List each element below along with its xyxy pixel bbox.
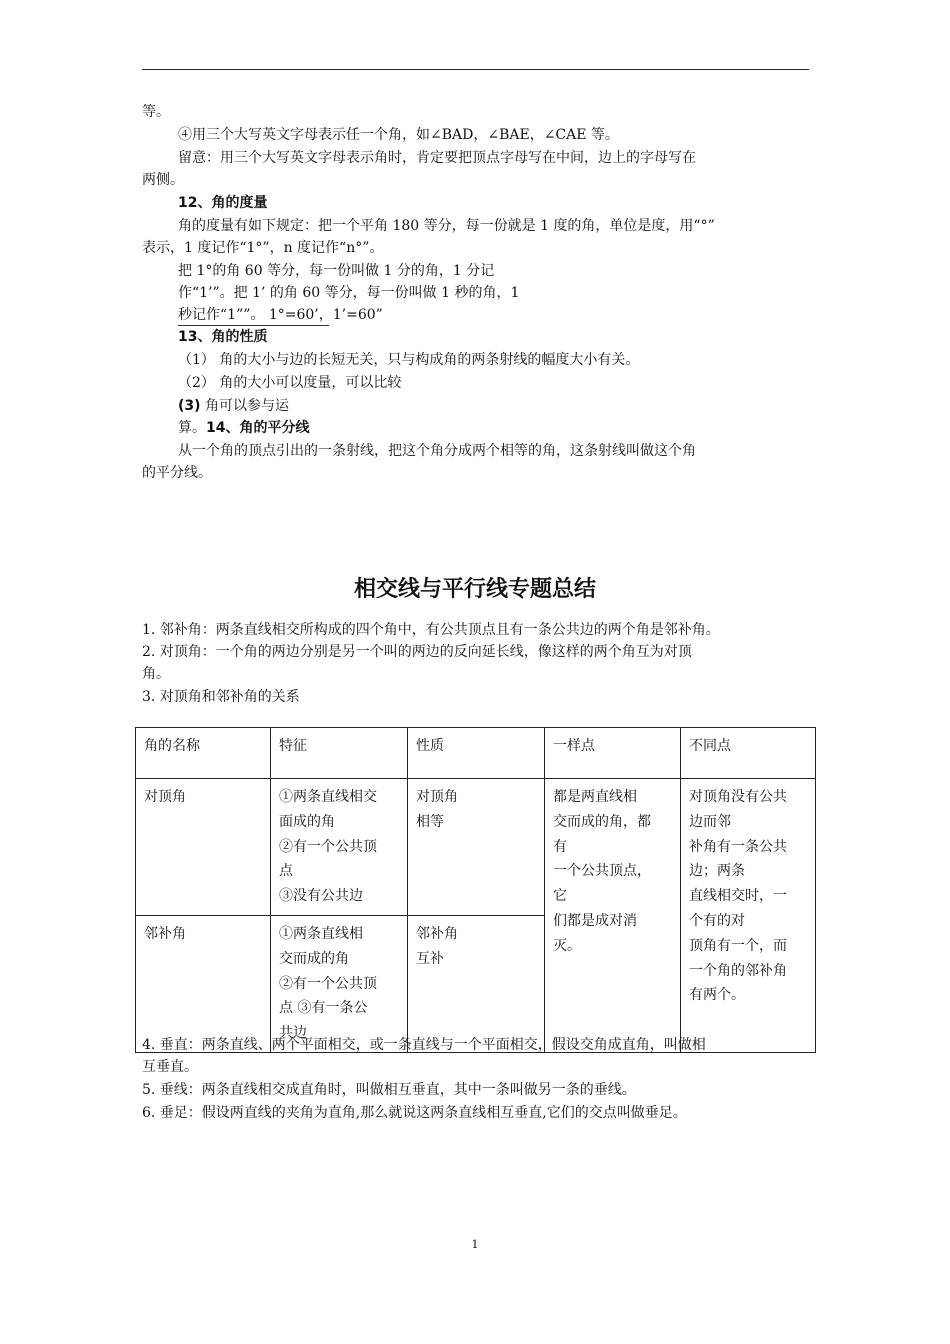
text-line: 角的度量有如下规定：把一个平角 180 等分，每一份就是 1 度的角，单位是度，用“°” [178, 218, 715, 234]
cell-line: ③没有公共边 [279, 888, 363, 905]
text-line: 等。 [142, 104, 170, 120]
cell-line: ①两条直线相交 [279, 789, 377, 805]
cell-line: ①两条直线相 [279, 925, 363, 942]
header-cell: 性质 [408, 728, 545, 779]
text-line: 两侧。 [142, 172, 184, 188]
cell-line: 对顶角 [416, 789, 458, 805]
list-number: (3) [178, 398, 201, 414]
cell-line: 点 ③有一条公 [279, 1000, 368, 1017]
text-line: 秒记作“1””。 1°=60’，1’=60” [178, 307, 383, 323]
text-line: 的平分线。 [142, 465, 212, 481]
table-header-row [136, 728, 816, 779]
list-item: 1. 邻补角：两条直线相交所构成的四个角中，有公共顶点且有一条公共边的两个角是邻补角。 [142, 622, 720, 638]
difference-cell [681, 779, 816, 1053]
list-text: 角可以参与运 [200, 398, 289, 414]
continued-text: 算。 [178, 420, 206, 436]
cell-line: 共边 [279, 1025, 307, 1042]
property-cell [408, 779, 545, 916]
page-title: 相交线与平行线专题总结 [353, 577, 596, 602]
cell-line: 互补 [416, 950, 444, 967]
feature-cell [271, 915, 408, 1052]
text-line: 把 1°的角 60 等分，每一份叫做 1 分的角，1 分记 [178, 263, 495, 279]
section-heading-13: 13、角的性质 [178, 329, 268, 345]
list-item-continued: 互垂直。 [142, 1059, 198, 1075]
feature-cell [271, 779, 408, 916]
header-cell: 角的名称 [136, 728, 271, 779]
cell-line: 灭。 [553, 937, 581, 954]
cell-line: 交而成的角，都 [553, 813, 651, 830]
cell-line: 补角有一条公共 [689, 838, 787, 855]
text-line: 留意：用三个大写英文字母表示角时，肯定要把顶点字母写在中间，边上的字母写在 [178, 150, 696, 166]
text-line: 从一个角的顶点引出的一条射线，把这个角分成两个相等的角，这条射线叫做这个角 [178, 443, 696, 459]
cell-line: 邻补角 [416, 925, 458, 942]
cell-line: 相等 [416, 813, 444, 830]
text-line: ④用三个大写英文字母表示任一个角，如∠BAD，∠BAE，∠CAE 等。 [178, 127, 619, 143]
cell-line: 点 [279, 863, 293, 880]
row-name-cell: 邻补角 [136, 915, 271, 1052]
list-item: 2. 对顶角：一个角的两边分别是另一个叫的两边的反向延长线，像这样的两个角互为对顶 [142, 644, 692, 660]
header-cell: 特征 [271, 728, 408, 779]
cell-line: 都是两直线相 [553, 789, 637, 805]
header-cell: 不同点 [681, 728, 816, 779]
list-item-continued: 角。 [142, 666, 170, 682]
text-line [178, 418, 309, 438]
section-heading-14: 14、角的平分线 [206, 420, 310, 436]
cell-line: 对顶角没有公共 [689, 789, 787, 805]
list-item: 5. 垂线：两条直线相交成直角时，叫做相互垂直，其中一条叫做另一条的垂线。 [142, 1082, 636, 1098]
list-item: 6. 垂足：假设两直线的夹角为直角,那么就说这两条直线相互垂直,它们的交点叫做垂足。 [142, 1105, 687, 1121]
comparison-table [135, 727, 816, 1053]
header-cell: 一样点 [545, 728, 681, 779]
cell-line: 一个角的邻补角 [689, 962, 787, 979]
table-row [136, 779, 816, 916]
list-item [178, 396, 289, 416]
header-rule [142, 69, 809, 70]
section-heading-12: 12、角的度量 [178, 195, 268, 211]
cell-line: 们都是成对消 [553, 912, 637, 929]
property-cell [408, 915, 545, 1052]
list-item: 3. 对顶角和邻补角的关系 [142, 689, 300, 705]
text-line: 表示，1 度记作“1°”，n 度记作“n°”。 [142, 240, 384, 256]
cell-line: ②有一个公共顶 [279, 975, 377, 992]
list-item: （2） 角的大小可以度量，可以比较 [178, 375, 402, 391]
page-number: 1 [471, 1238, 479, 1251]
underline-rule [178, 325, 329, 326]
cell-line: 直线相交时，一 [689, 888, 787, 905]
common-point-cell [545, 779, 681, 1053]
list-item: 4. 垂直：两条直线、两个平面相交，或一条直线与一个平面相交，假设交角成直角，叫做相 [142, 1037, 706, 1053]
text-line: 作“1’”。把 1’ 的角 60 等分，每一份叫做 1 秒的角，1 [178, 285, 520, 301]
list-item: （1） 角的大小与边的长短无关，只与构成角的两条射线的幅度大小有关。 [178, 352, 640, 368]
cell-line: 有 [553, 838, 567, 855]
row-name-cell: 对顶角 [136, 779, 271, 916]
cell-line: 边而邻 [689, 813, 731, 830]
cell-line: 交而成的角 [279, 950, 349, 967]
cell-line: 有两个。 [689, 987, 745, 1004]
cell-line: 一个公共顶点， [553, 863, 651, 880]
cell-line: 边；两条 [689, 863, 745, 880]
cell-line: ②有一个公共顶 [279, 838, 377, 855]
cell-line: 个有的对 [689, 912, 745, 929]
cell-line: 顶角有一个，而 [689, 937, 787, 954]
cell-line: 它 [553, 888, 567, 905]
cell-line: 面成的角 [279, 813, 335, 830]
